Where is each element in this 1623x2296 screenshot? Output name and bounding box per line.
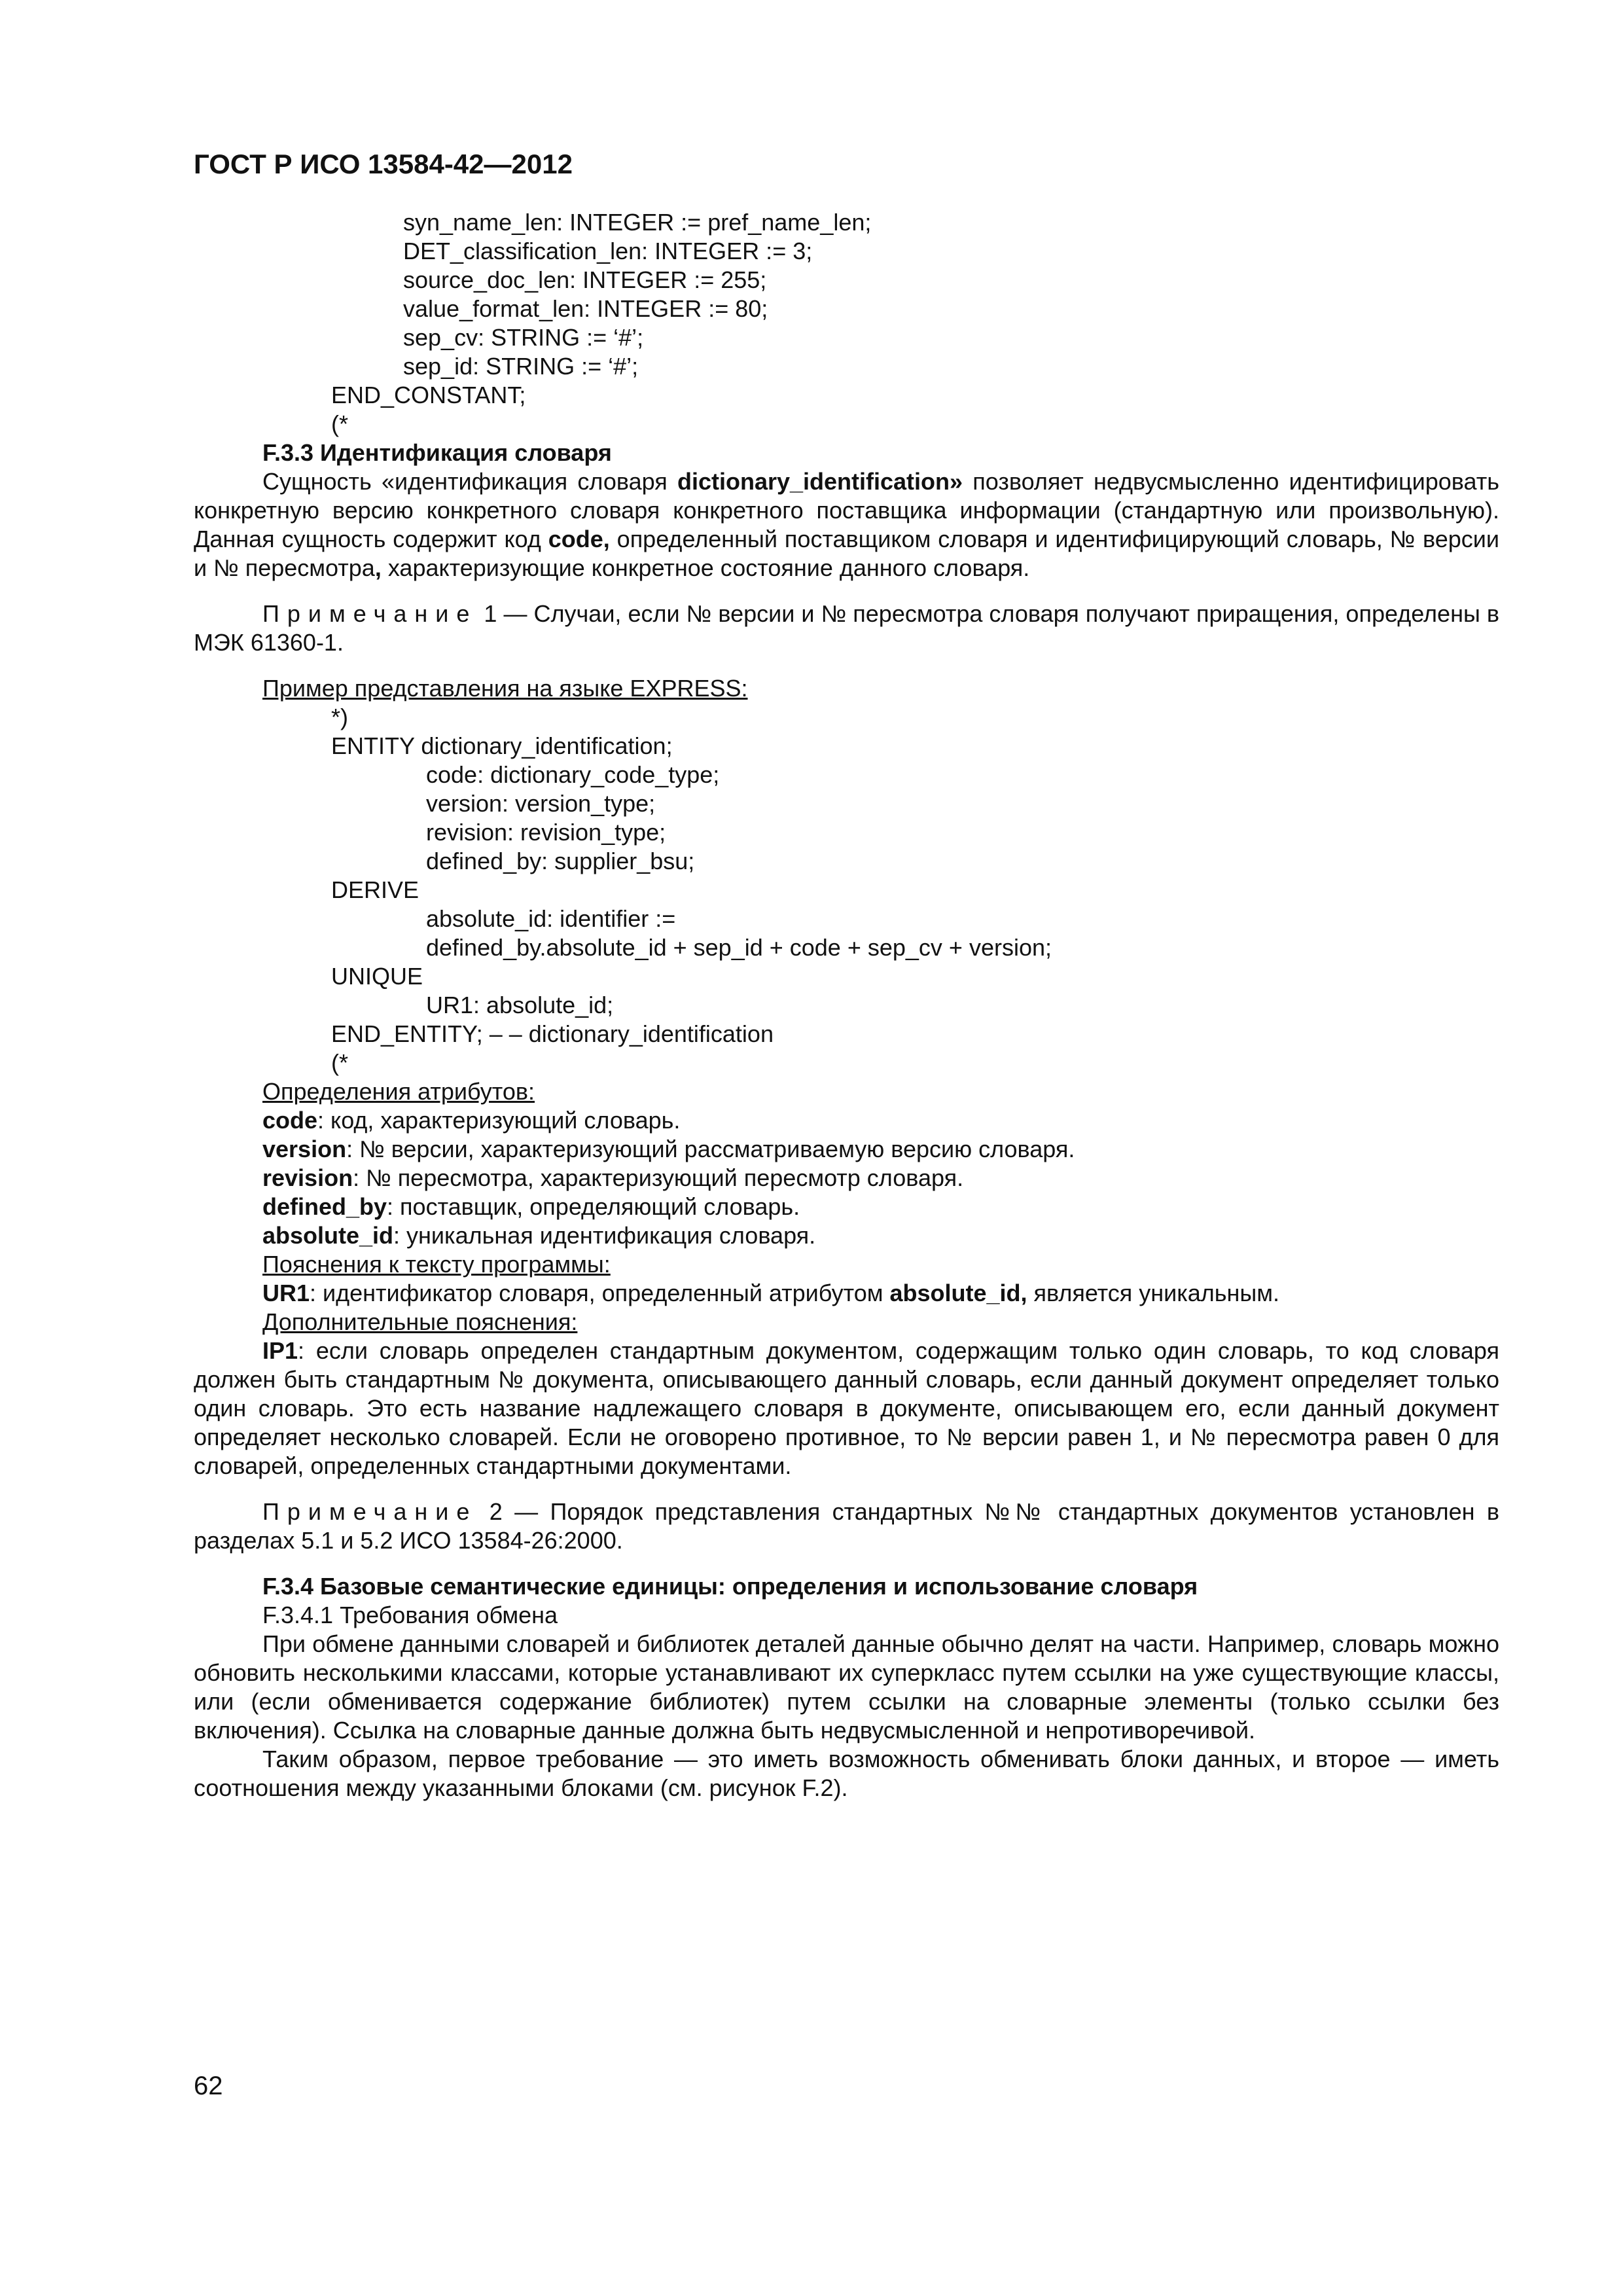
page-number: 62 bbox=[194, 2072, 223, 2100]
entity-attr-line: defined_by: supplier_bsu; bbox=[426, 848, 695, 874]
derive-expression-line: defined_by.absolute_id + sep_id + code + sep_cv + version; bbox=[426, 934, 1052, 961]
code-line: source_doc_len: INTEGER := 255; bbox=[403, 266, 767, 293]
attribute-definition: version: № версии, характеризующий рассматриваемую версию словаря. bbox=[262, 1136, 1075, 1162]
attribute-definition: absolute_id: уникальная идентификация словаря. bbox=[262, 1222, 816, 1249]
section-heading-f341: F.3.4.1 Требования обмена bbox=[262, 1602, 558, 1628]
comment-open: (* bbox=[331, 410, 348, 437]
paragraph-f341-2: Таким образом, первое требование — это иметь возможность обменивать блоки данных, и второе — иметь соотношения между указанными блоками (см. рисунок F.2). bbox=[194, 1746, 1499, 1801]
derive-line: DERIVE bbox=[331, 876, 419, 903]
entity-attr-line: version: version_type; bbox=[426, 790, 656, 817]
paragraph-f341-1: При обмене данными словарей и библиотек деталей данные обычно делят на части. Например, словарь можно обновить несколькими классами, которые устанавливают их суперкласс путем ссылки на уже существующие классы, или (если обменивается содержание библиотек) путем ссылки на словарные элементы (только ссылки без включения). Ссылка на словарные данные должна быть недвусмысленной и непротиворечивой. bbox=[194, 1630, 1499, 1744]
code-line: DET_classification_len: INTEGER := 3; bbox=[403, 238, 813, 264]
section-heading-f33: F.3.3 Идентификация словаря bbox=[262, 439, 612, 466]
paragraph-f33: Сущность «идентификация словаря dictionary_identification» позволяет недвусмысленно идентифицировать конкретную версию конкретного словаря конкретного поставщика информации (стандартную или произвольную). Данная сущность содержит код code, определенный поставщиком словаря и идентифицирующий словарь, № версии и № пересмотра, характеризующие конкретное состояние данного словаря. bbox=[194, 468, 1499, 581]
code-line: sep_id: STRING := ‘#’; bbox=[403, 353, 639, 380]
code-line: syn_name_len: INTEGER := pref_name_len; bbox=[403, 209, 872, 236]
example-heading: Пример представления на языке EXPRESS: bbox=[262, 675, 748, 702]
comment-open: (* bbox=[331, 1049, 348, 1076]
derive-expression-line: absolute_id: identifier := bbox=[426, 905, 676, 932]
entity-attr-line: code: dictionary_code_type; bbox=[426, 761, 720, 788]
document-header: ГОСТ Р ИСО 13584-42—2012 bbox=[194, 149, 573, 179]
page-content bbox=[194, 208, 1499, 1803]
entity-line: ENTITY dictionary_identification; bbox=[331, 732, 673, 759]
additional-explanations-heading: Дополнительные пояснения: bbox=[262, 1308, 578, 1335]
attributes-heading: Определения атрибутов: bbox=[262, 1078, 535, 1105]
note-2: Примечание 2 — Порядок представления стандартных №№ стандартных документов установлен в разделах 5.1 и 5.2 ИСО 13584-26:2000. bbox=[194, 1498, 1499, 1554]
comment-close: *) bbox=[331, 704, 348, 730]
attribute-definition: code: код, характеризующий словарь. bbox=[262, 1107, 681, 1134]
code-line: value_format_len: INTEGER := 80; bbox=[403, 295, 768, 322]
unique-rule-line: UR1: absolute_id; bbox=[426, 992, 614, 1018]
end-entity-line: END_ENTITY; – – dictionary_identification bbox=[331, 1020, 774, 1047]
section-heading-f34: F.3.4 Базовые семантические единицы: определения и использование словаря bbox=[262, 1573, 1198, 1600]
attribute-definition: defined_by: поставщик, определяющий словарь. bbox=[262, 1193, 800, 1220]
rule-explanation-ur1: UR1: идентификатор словаря, определенный атрибутом absolute_id, является уникальным. bbox=[262, 1280, 1280, 1306]
note-1: Примечание 1 — Случаи, если № версии и № пересмотра словаря получают приращения, определены в МЭК 61360-1. bbox=[194, 600, 1499, 656]
rule-explanation-ip1: IP1: если словарь определен стандартным документом, содержащим только один словарь, то код словаря должен быть стандартным № документа, описывающего данный словарь, если данный документ определяет только один словарь. Это есть название надлежащего словаря в документе, описывающем его, если данный документ определяет несколько словарей. Если не оговорено противное, то № версии равен 1, и № пересмотра равен 0 для словарей, определенных стандартными документами. bbox=[194, 1337, 1499, 1479]
program-explanations-heading: Пояснения к тексту программы: bbox=[262, 1251, 611, 1278]
unique-line: UNIQUE bbox=[331, 963, 423, 990]
attribute-definition: revision: № пересмотра, характеризующий пересмотр словаря. bbox=[262, 1164, 964, 1191]
entity-attr-line: revision: revision_type; bbox=[426, 819, 666, 846]
code-line: sep_cv: STRING := ‘#’; bbox=[403, 324, 644, 351]
end-constant-line: END_CONSTANT; bbox=[331, 382, 526, 408]
